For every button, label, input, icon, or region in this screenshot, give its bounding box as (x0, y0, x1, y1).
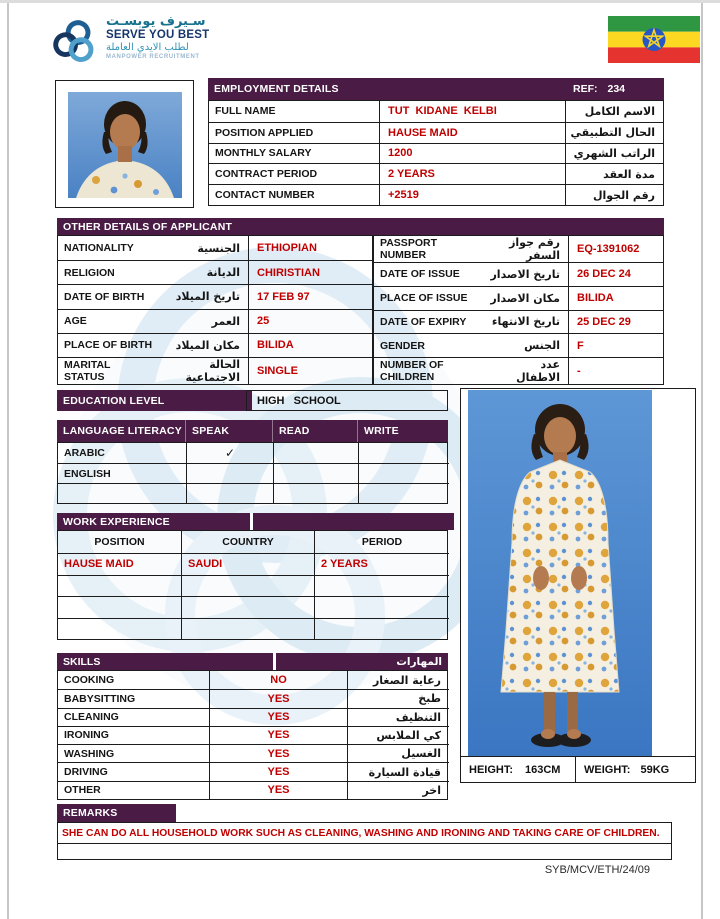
table-row (58, 596, 449, 618)
position-cell (58, 576, 181, 597)
field-label-arabic: الجنسية (197, 241, 240, 255)
table-row (58, 357, 372, 384)
period-cell (314, 597, 449, 618)
field-value: - (577, 365, 581, 377)
field-label: DATE OF ISSUE (380, 268, 460, 281)
field-value: BILIDA (257, 339, 294, 352)
field-label-arabic: مدة العقد (603, 167, 655, 181)
remarks-header (57, 804, 176, 822)
field-label-arabic: تاريخ الاصدار (490, 267, 560, 281)
table-row (58, 762, 449, 780)
field-label-arabic: مكان الميلاد (175, 338, 240, 352)
table-row (58, 708, 449, 726)
field-value: TUT KIDANE KELBI (379, 101, 566, 122)
field-label: NATIONALITY (64, 242, 134, 255)
weight-value: 59KG (640, 763, 670, 776)
field-value: 2 YEARS (379, 164, 566, 184)
field-label: MONTHLY SALARY (215, 147, 312, 160)
field-label: RELIGION (64, 266, 115, 279)
skills-table (57, 670, 448, 800)
field-label: GENDER (380, 339, 425, 352)
ethiopia-flag-icon (608, 16, 700, 63)
table-row (209, 184, 663, 205)
agency-logo-icon (48, 14, 102, 70)
period-cell: 2 YEARS (314, 554, 449, 575)
column-header-read: READ (272, 420, 357, 442)
skill-label: OTHER (64, 784, 101, 797)
header-divider (250, 513, 253, 530)
applicant-photo-small-frame (55, 80, 194, 208)
field-value: 25 (257, 315, 270, 328)
skill-value: NO (209, 671, 348, 689)
skill-label: BABYSITTING (64, 692, 136, 705)
table-row (58, 671, 449, 689)
field-label-arabic: الراتب الشهري (573, 146, 655, 160)
skill-label: IRONING (64, 729, 109, 742)
position-cell: HAUSE MAID (64, 558, 134, 571)
table-row (58, 309, 372, 333)
read-cell (273, 484, 358, 503)
language-literacy-header (57, 420, 448, 442)
table-row (58, 618, 449, 640)
table-row (209, 101, 663, 122)
speak-cell (186, 464, 273, 483)
country-cell: SAUDI (181, 554, 314, 575)
field-label-arabic: الحال التطبيقي (570, 126, 655, 140)
skill-label-arabic: طبخ (418, 692, 441, 706)
section-title: EMPLOYMENT DETAILS (214, 83, 339, 95)
skill-value: YES (209, 763, 348, 780)
field-value: 1200 (379, 144, 566, 164)
table-row (374, 310, 663, 334)
table-row (58, 284, 372, 308)
other-details-right-table (373, 235, 664, 385)
skill-label-arabic: الغسيل (401, 747, 441, 761)
skill-label-arabic: التنظيف (395, 710, 441, 724)
other-details-left-table (57, 235, 373, 385)
field-value: +2519 (379, 185, 566, 205)
table-row (58, 443, 449, 463)
language-name: ARABIC (64, 447, 105, 459)
field-value: 26 DEC 24 (577, 268, 631, 281)
skill-value: YES (209, 709, 348, 726)
field-label-arabic: تاريخ الميلاد (175, 290, 240, 304)
table-row (58, 483, 449, 503)
field-label: CONTACT NUMBER (215, 189, 315, 202)
page-edge-left (7, 0, 9, 919)
country-cell (181, 619, 314, 640)
field-label: POSITION APPLIED (215, 126, 314, 139)
height-weight-row (461, 756, 695, 782)
table-row (58, 236, 372, 260)
field-value: HAUSE MAID (379, 123, 566, 143)
table-row (374, 333, 663, 357)
field-value: SINGLE (257, 365, 298, 377)
field-label: PLACE OF ISSUE (380, 292, 468, 305)
field-value: F (577, 339, 584, 352)
work-experience-table (57, 530, 448, 640)
country-cell (181, 597, 314, 618)
field-label-arabic: الديانة (206, 266, 240, 280)
table-row (374, 262, 663, 286)
table-row (58, 260, 372, 284)
other-details-header-right (375, 218, 664, 235)
table-row (58, 781, 449, 799)
page-edge-top (0, 0, 720, 3)
employment-details-header (208, 78, 566, 100)
field-label: DATE OF BIRTH (64, 290, 145, 303)
field-label-arabic: عدد الاطفال (516, 358, 560, 384)
brand-tagline: MANPOWER RECRUITMENT (106, 54, 200, 61)
height-value: 163CM (525, 763, 561, 776)
ref-label: REF: (573, 83, 598, 95)
period-cell (314, 619, 449, 640)
field-value: 25 DEC 29 (577, 315, 631, 328)
field-label-arabic: رقم الجوال (592, 188, 655, 202)
brand-arabic-name: سـيرف يوبسـت (106, 14, 206, 29)
header-divider (273, 653, 276, 670)
section-title: WORK EXPERIENCE (63, 515, 170, 528)
table-row (374, 286, 663, 310)
field-label-arabic: مكان الاصدار (490, 291, 560, 305)
field-label-arabic: الجنس (524, 339, 560, 353)
page-edge-right (701, 0, 703, 919)
section-title: REMARKS (63, 807, 118, 819)
read-cell (273, 464, 358, 483)
field-value: ETHIOPIAN (257, 242, 317, 255)
skill-value: YES (209, 745, 348, 762)
employment-details-table (208, 100, 664, 206)
field-value: 17 FEB 97 (257, 290, 310, 303)
document-code: SYB/MCV/ETH/24/09 (544, 864, 650, 876)
speak-cell (186, 484, 273, 503)
table-header-row (58, 531, 449, 553)
applicant-photo-full (468, 390, 652, 757)
remarks-empty-row (58, 843, 671, 859)
table-row (209, 122, 663, 143)
weight-label: WEIGHT: (584, 763, 631, 776)
applicant-photo-panel (460, 388, 696, 783)
work-experience-header (57, 513, 454, 530)
table-row (58, 575, 449, 597)
read-cell (273, 443, 358, 463)
table-row (58, 689, 449, 707)
field-label: PASSPORT NUMBER (380, 237, 437, 261)
table-row (58, 726, 449, 744)
ref-value: 234 (607, 83, 626, 95)
field-label: NUMBER OF CHILDREN (380, 359, 444, 383)
skill-label-arabic: كي الملابس (376, 728, 441, 742)
field-label: FULL NAME (215, 105, 276, 118)
section-title: SKILLS (63, 655, 101, 668)
section-title: EDUCATION LEVEL (63, 394, 165, 407)
skill-label: COOKING (64, 674, 115, 687)
weight-cell (576, 757, 695, 782)
skill-value: YES (209, 782, 348, 799)
skill-label: CLEANING (64, 711, 119, 724)
table-row (58, 553, 449, 575)
language-name: ENGLISH (64, 467, 111, 480)
language-name (58, 484, 186, 503)
education-level-value: HIGH SCHOOL (246, 390, 448, 411)
field-label-arabic: الاسم الكامل (584, 104, 655, 118)
table-row (58, 333, 372, 357)
height-cell (461, 757, 576, 782)
write-cell (358, 484, 449, 503)
column-header-period: PERIOD (314, 531, 449, 553)
country-cell (181, 576, 314, 597)
field-label: MARITAL STATUS (64, 359, 111, 383)
brand-text-block (106, 15, 226, 61)
write-cell (358, 443, 449, 463)
skill-value: YES (209, 727, 348, 744)
field-label: AGE (64, 315, 87, 328)
field-value: BILIDA (577, 292, 614, 305)
speak-checkmark: ✓ (186, 443, 273, 463)
education-level-header (57, 390, 252, 411)
applicant-photo-small (68, 92, 182, 198)
field-label-arabic: رقم جواز السفر (509, 236, 560, 262)
skill-label: WASHING (64, 747, 115, 760)
section-title: LANGUAGE LITERACY (63, 425, 182, 437)
remarks-text: SHE CAN DO ALL HOUSEHOLD WORK SUCH AS CLEANING, WASHING AND IRONING AND TAKING CARE OF CHILDREN. (62, 827, 660, 839)
column-header-position: POSITION (94, 536, 145, 548)
field-value: EQ-1391062 (577, 243, 640, 255)
field-label-arabic: تاريخ الانتهاء (491, 315, 560, 329)
skill-value: YES (209, 690, 348, 707)
column-header-country: COUNTRY (181, 531, 314, 553)
field-label: PLACE OF BIRTH (64, 339, 153, 352)
skill-label-arabic: رعاية الصغار (372, 673, 441, 687)
brand-arabic-tagline: لطلب الايدي العاملة (106, 41, 189, 53)
language-literacy-table (57, 442, 448, 504)
period-cell (314, 576, 449, 597)
position-cell (58, 597, 181, 618)
brand-name: SERVE YOU BEST (106, 28, 210, 41)
field-label: DATE OF EXPIRY (380, 315, 467, 328)
write-cell (358, 464, 449, 483)
column-header-write: WRITE (357, 420, 448, 442)
remarks-box (57, 822, 672, 860)
table-row (374, 236, 663, 262)
skills-header (57, 653, 448, 670)
skill-label-arabic: اخر (422, 783, 441, 797)
field-label: CONTRACT PERIOD (215, 168, 318, 181)
position-cell (58, 619, 181, 640)
skill-label-arabic: قيادة السيارة (368, 765, 441, 779)
field-label-arabic: الحالة الاجتماعية (185, 358, 240, 384)
section-title: OTHER DETAILS OF APPLICANT (63, 220, 233, 233)
field-label-arabic: العمر (211, 314, 240, 328)
field-value: CHIRISTIAN (257, 266, 320, 279)
table-row (58, 744, 449, 762)
table-row (209, 143, 663, 164)
section-title-arabic: المهارات (396, 655, 442, 668)
column-header-speak: SPEAK (185, 420, 272, 442)
skill-label: DRIVING (64, 766, 108, 779)
other-details-header (57, 218, 377, 235)
table-row (58, 463, 449, 483)
table-row (374, 357, 663, 384)
table-row (209, 163, 663, 184)
height-label: HEIGHT: (469, 763, 513, 776)
ref-cell (565, 78, 664, 100)
